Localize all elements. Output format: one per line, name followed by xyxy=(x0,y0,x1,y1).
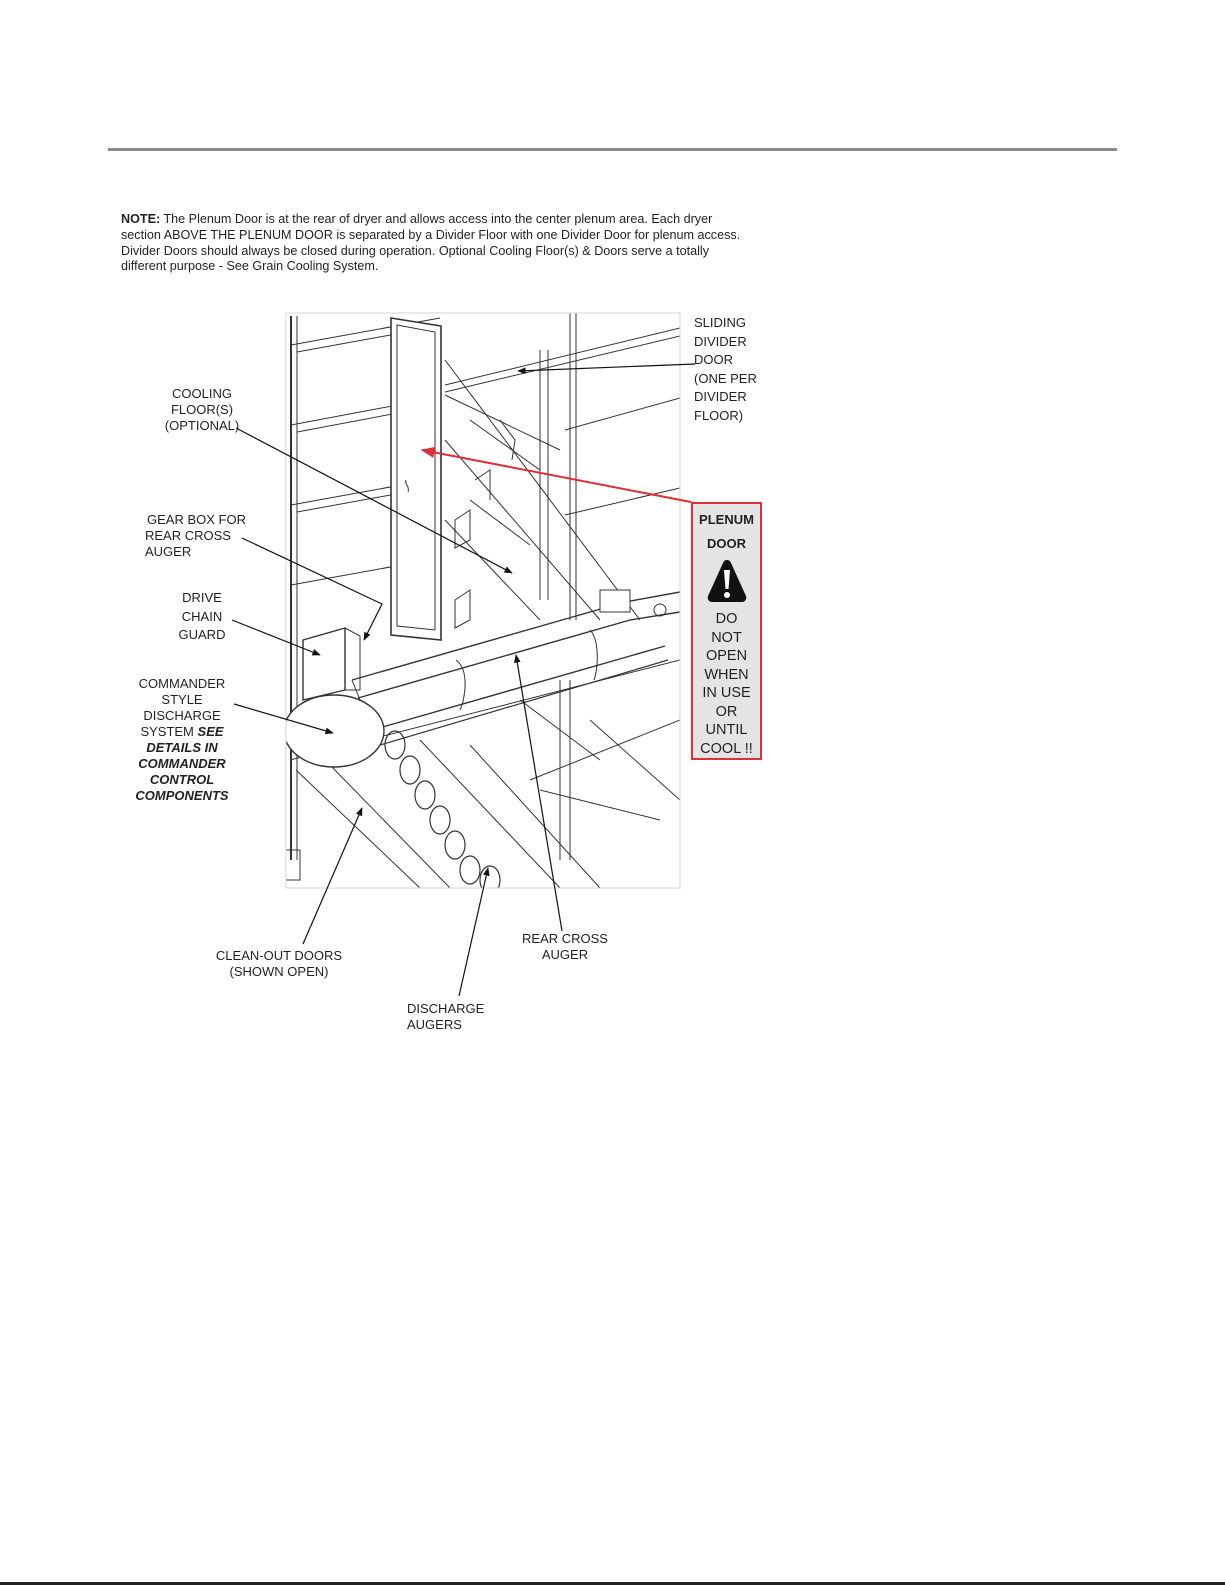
note-line-3: Divider Doors should always be closed during operation. Optional Cooling Floor(s) & Doors serve a totally xyxy=(121,243,709,258)
warning-body: DO NOT OPEN WHEN IN USE OR UNTIL COOL !! xyxy=(700,611,753,757)
label-gear-box: GEAR BOX FOR REAR CROSS AUGER xyxy=(145,512,246,559)
label-commander-discharge: COMMANDER STYLE DISCHARGE SYSTEM SEE DETAILS IN COMMANDER CONTROL COMPONENTS xyxy=(135,676,229,803)
note-line-4: different purpose - See Grain Cooling System. xyxy=(121,259,379,274)
warning-title: PLENUM DOOR xyxy=(699,512,754,551)
label-drive-chain-guard: DRIVE CHAIN GUARD xyxy=(178,590,226,642)
note-line-2: section ABOVE THE PLENUM DOOR is separated by a Divider Floor with one Divider Door for plenum access. xyxy=(121,227,741,242)
label-rear-cross-auger: REAR CROSS AUGER xyxy=(522,931,608,962)
label-discharge-augers: DISCHARGE AUGERS xyxy=(407,1001,485,1032)
label-sliding-divider-door: SLIDING DIVIDER DOOR (ONE PER DIVIDER FLOOR) xyxy=(694,315,757,423)
label-cooling-floors: COOLING FLOOR(S) (OPTIONAL) xyxy=(164,386,240,433)
warning-exclamation-icon xyxy=(706,558,748,604)
note-lead: NOTE: xyxy=(121,212,161,226)
label-clean-out-doors: CLEAN-OUT DOORS (SHOWN OPEN) xyxy=(215,948,343,979)
plenum-door-warning-decal xyxy=(691,502,762,760)
machine-illustration xyxy=(270,313,680,894)
note-line-1: NOTE: The Plenum Door is at the rear of dryer and allows access into the center plenum area. Each dryer xyxy=(121,212,713,226)
